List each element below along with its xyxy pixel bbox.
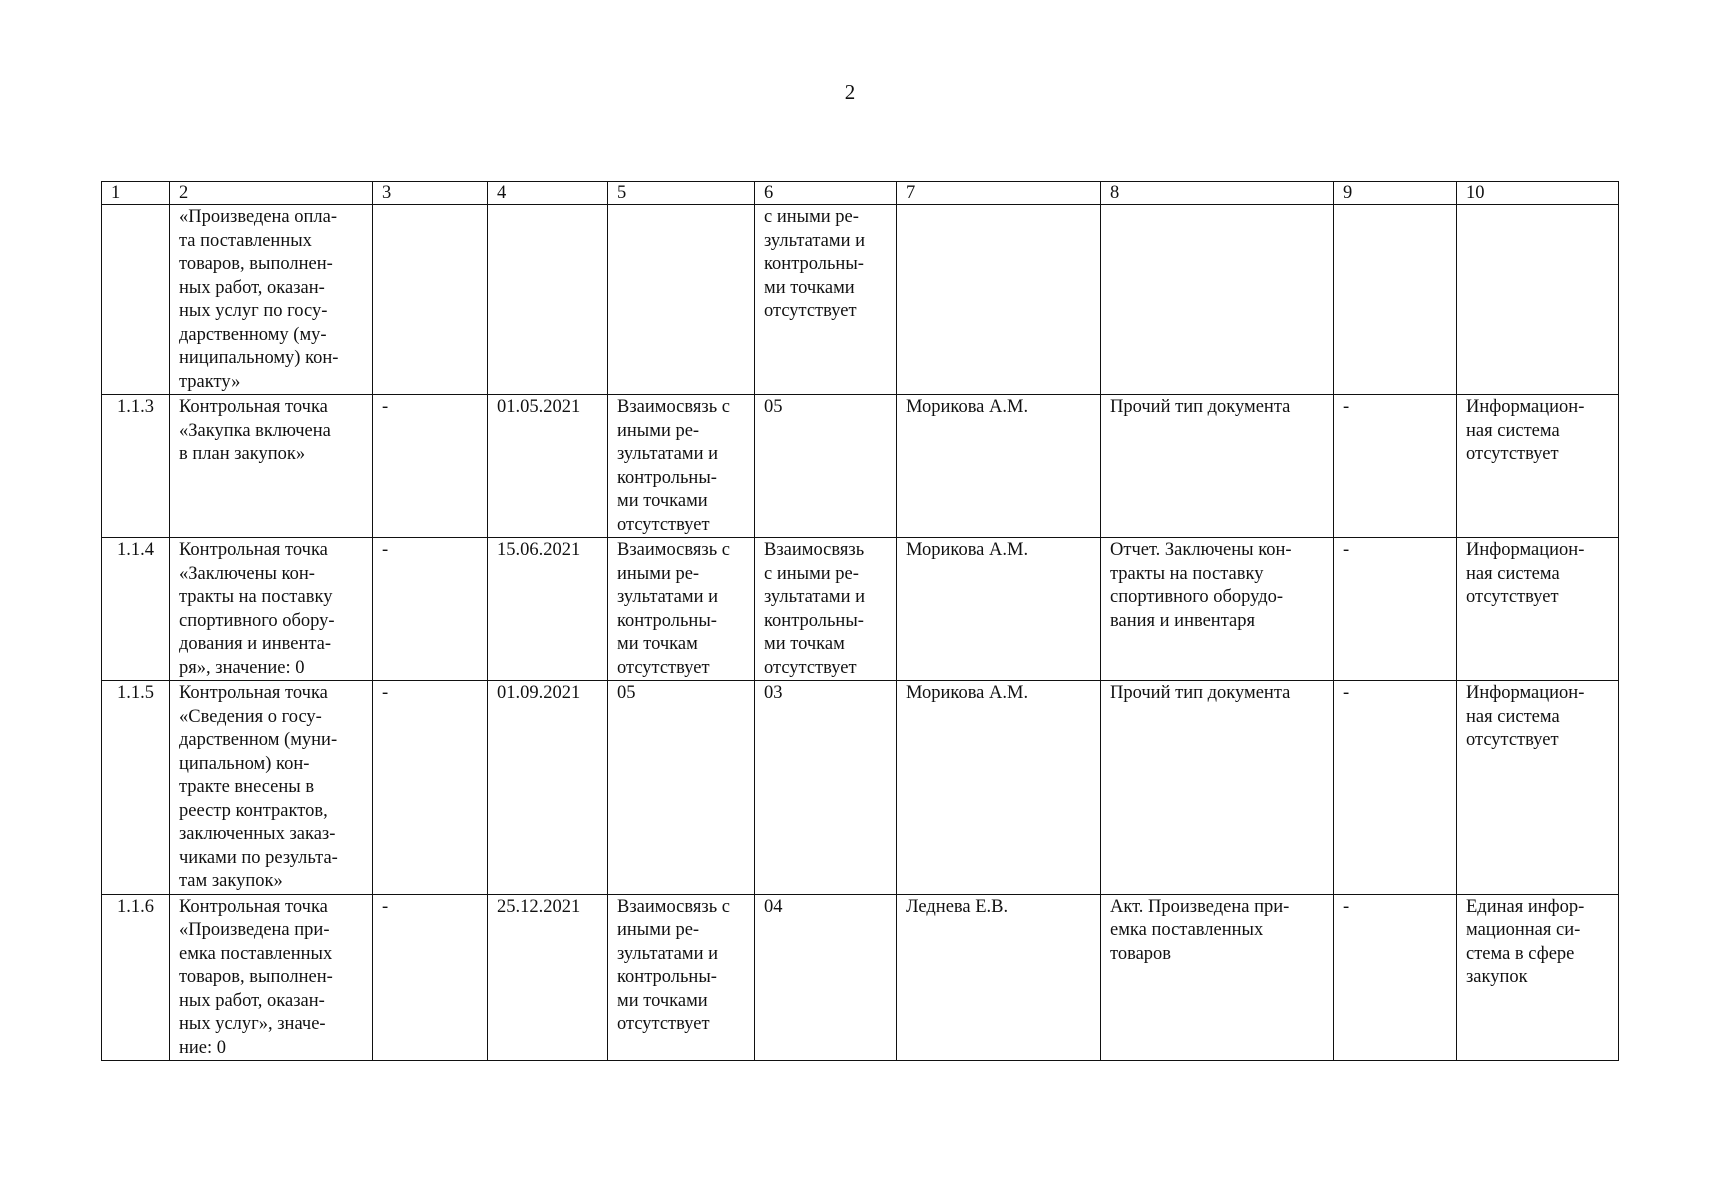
table-cell: Взаимосвязь с иными ре- зультатами и контрольны- ми точками отсутствует (608, 395, 755, 538)
table-row (102, 894, 1619, 1061)
table-cell: 03 (755, 681, 897, 895)
column-number: 1 (102, 182, 170, 205)
table-cell (608, 205, 755, 395)
column-number: 5 (608, 182, 755, 205)
document-type-cell: Акт. Произведена при- емка поставленных товаров (1101, 894, 1334, 1061)
responsible-cell: Морикова А.М. (897, 538, 1101, 681)
control-points-table (101, 181, 1619, 1061)
information-system-cell: Информацион- ная система отсутствует (1457, 395, 1619, 538)
information-system-cell (1457, 205, 1619, 395)
date-cell: 25.12.2021 (488, 894, 608, 1061)
information-system-cell: Информацион- ная система отсутствует (1457, 538, 1619, 681)
column-number: 9 (1334, 182, 1457, 205)
table-cell: - (373, 894, 488, 1061)
table-row (102, 538, 1619, 681)
responsible-cell: Морикова А.М. (897, 681, 1101, 895)
row-number-cell (102, 205, 170, 395)
control-point-cell: Контрольная точка «Произведена при- емка поставленных товаров, выполнен- ных работ, оказан- ных услуг», значе- ние: 0 (170, 894, 373, 1061)
table-row (102, 681, 1619, 895)
table-cell (373, 205, 488, 395)
row-number-cell: 1.1.3 (102, 395, 170, 538)
column-number: 2 (170, 182, 373, 205)
column-number: 3 (373, 182, 488, 205)
table-cell: 05 (608, 681, 755, 895)
table-cell: - (373, 538, 488, 681)
control-point-cell: Контрольная точка «Сведения о госу- дарственном (муни- ципальном) кон- тракте внесены в реестр контрактов, заключенных заказ- чиками по результа- там закупок» (170, 681, 373, 895)
column-number: 7 (897, 182, 1101, 205)
document-type-cell: Отчет. Заключены кон- тракты на поставку спортивного оборудо- вания и инвентаря (1101, 538, 1334, 681)
responsible-cell: Морикова А.М. (897, 395, 1101, 538)
column-number: 10 (1457, 182, 1619, 205)
table-cell: Взаимосвязь с иными ре- зультатами и контрольны- ми точкам отсутствует (755, 538, 897, 681)
table-cell: с иными ре- зультатами и контрольны- ми точками отсутствует (755, 205, 897, 395)
responsible-cell: Леднева Е.В. (897, 894, 1101, 1061)
column-number-row (102, 182, 1619, 205)
row-number-cell: 1.1.5 (102, 681, 170, 895)
table-cell: 04 (755, 894, 897, 1061)
document-type-cell: Прочий тип документа (1101, 681, 1334, 895)
table-row (102, 205, 1619, 395)
table-cell: - (1334, 538, 1457, 681)
responsible-cell (897, 205, 1101, 395)
table-cell: - (373, 681, 488, 895)
table-cell: - (1334, 681, 1457, 895)
column-number: 6 (755, 182, 897, 205)
column-number: 4 (488, 182, 608, 205)
table-cell: - (373, 395, 488, 538)
control-point-cell: Контрольная точка «Заключены кон- тракты на поставку спортивного обору- дования и инвента- ря», значение: 0 (170, 538, 373, 681)
page-number: 2 (844, 80, 856, 104)
table-cell: Взаимосвязь с иными ре- зультатами и контрольны- ми точками отсутствует (608, 894, 755, 1061)
date-cell: 01.09.2021 (488, 681, 608, 895)
row-number-cell: 1.1.4 (102, 538, 170, 681)
information-system-cell: Информацион- ная система отсутствует (1457, 681, 1619, 895)
table-cell: - (1334, 395, 1457, 538)
information-system-cell: Единая инфор- мационная си- стема в сфере закупок (1457, 894, 1619, 1061)
document-type-cell (1101, 205, 1334, 395)
table-cell: Взаимосвязь с иными ре- зультатами и контрольны- ми точкам отсутствует (608, 538, 755, 681)
table-cell: 05 (755, 395, 897, 538)
row-number-cell: 1.1.6 (102, 894, 170, 1061)
date-cell: 01.05.2021 (488, 395, 608, 538)
document-type-cell: Прочий тип документа (1101, 395, 1334, 538)
date-cell: 15.06.2021 (488, 538, 608, 681)
date-cell (488, 205, 608, 395)
column-number: 8 (1101, 182, 1334, 205)
control-point-cell: «Произведена опла- та поставленных товаров, выполнен- ных работ, оказан- ных услуг по госу- дарственному (му- ниципальному) кон- тракту» (170, 205, 373, 395)
table-cell (1334, 205, 1457, 395)
control-point-cell: Контрольная точка «Закупка включена в план закупок» (170, 395, 373, 538)
table-cell: - (1334, 894, 1457, 1061)
table-row (102, 395, 1619, 538)
